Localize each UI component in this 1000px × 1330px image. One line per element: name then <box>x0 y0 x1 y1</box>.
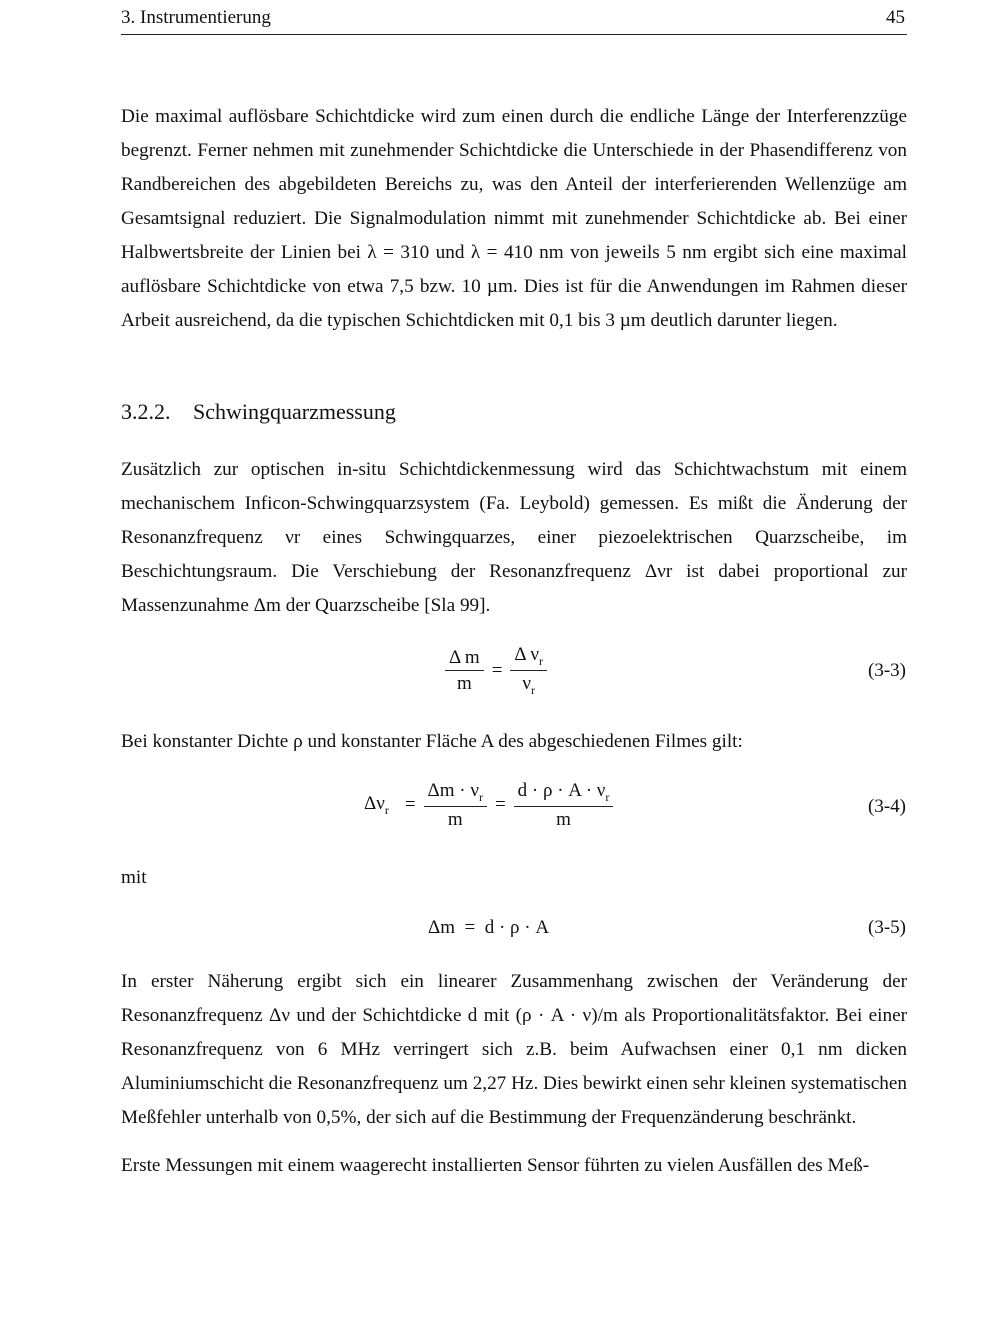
paragraph-quartz-intro: Zusätzlich zur optischen in-situ Schichtdickenmessung wird das Schichtwachstum mit einem mechanischem Inficon-Schwingquarzsystem (Fa. Leybold) gemessen. Es mißt die Änderung der Resonanzfrequenz νr eines Schwingquarzes, einer piezoelektrischen Quarzscheibe, im Beschichtungsraum. Die Verschiebung der Resonanzfrequenz Δνr ist dabei proportional zur Massenzunahme Δm der Quarzscheibe [Sla 99]. <box>121 459 907 616</box>
eq3-4-lhs <box>364 793 389 818</box>
equation-3-3 <box>445 644 547 698</box>
equation-3-4 <box>364 780 613 831</box>
paragraph-mit: mit <box>121 867 147 888</box>
eq3-4-f1-num-sub: r <box>478 789 483 804</box>
eq3-3-rhs-num-text: Δ ν <box>514 644 539 665</box>
eq3-4-lhs-text: Δν <box>364 793 385 814</box>
eq3-4-f1-numerator <box>424 780 487 807</box>
eq3-4-f2-numerator <box>514 780 614 807</box>
equation-number-3-4: (3-4) <box>868 796 906 817</box>
eq3-4-equals-2: = <box>494 794 506 816</box>
section-number: 3.2.2. <box>121 399 171 424</box>
eq3-4-lhs-sub: r <box>384 802 389 817</box>
paragraph-resolution: Die maximal auflösbare Schichtdicke wird zum einen durch die endliche Länge der Interferenzzüge begrenzt. Ferner nehmen mit zunehmender Schichtdicke die Unterschiede in der Phasendifferenz von Randbereichen des abgebildeten Bereichs zu, was den Anteil der interferierenden Wellenzüge am Gesamtsignal reduziert. Die Signalmodulation nimmt mit zunehmender Schichtdicke ab. Bei einer Halbwertsbreite der Linien bei λ = 310 und λ = 410 nm von jeweils 5 nm ergibt sich eine maximal auflösbare Schichtdicke von etwa 7,5 bzw. 10 µm. Dies ist für die Anwendungen im Rahmen dieser Arbeit ausreichend, da die typischen Schichtdicken mit 0,1 bis 3 µm deutlich darunter liegen. <box>121 106 907 331</box>
page-number: 45 <box>886 7 905 28</box>
eq3-4-f2-num-sub: r <box>605 789 610 804</box>
paragraph-density: Bei konstanter Dichte ρ und konstanter Fläche A des abgeschiedenen Filmes gilt: <box>121 731 743 752</box>
eq3-3-rhs-numerator <box>510 644 547 671</box>
eq3-4-f2-num-text: d · ρ · A · ν <box>517 780 606 801</box>
equation-number-3-3: (3-3) <box>868 660 906 681</box>
paragraph-first-measurements: Erste Messungen mit einem waagerecht installierten Sensor führten zu vielen Ausfällen des Meß- <box>121 1155 870 1176</box>
eq3-3-rhs-num-sub: r <box>538 653 543 668</box>
eq3-3-rhs-den-sub: r <box>530 682 535 697</box>
eq3-3-rhs-den-text: ν <box>522 672 531 694</box>
eq3-3-lhs-denominator: m <box>456 672 472 694</box>
equation-number-3-5: (3-5) <box>868 917 906 938</box>
section-title: Schwingquarzmessung <box>193 399 396 424</box>
eq3-4-equals: = <box>404 794 416 816</box>
section-heading <box>121 397 396 427</box>
eq3-3-lhs-fraction <box>445 647 484 695</box>
eq3-3-lhs-numerator: Δ m <box>445 647 484 671</box>
chapter-title: 3. Instrumentierung <box>121 7 271 28</box>
eq3-4-f1-denominator: m <box>447 808 463 830</box>
eq3-4-fraction-2 <box>514 780 614 831</box>
eq3-4-f2-denominator: m <box>556 808 571 830</box>
eq3-4-fraction-1 <box>424 780 487 831</box>
paragraph-linear-relation: In erster Näherung ergibt sich ein linearer Zusammenhang zwischen der Veränderung der Resonanzfrequenz Δν und der Schichtdicke d mit (ρ · A · ν)/m als Proportionalitätsfaktor. Bei einer Resonanzfrequenz von 6 MHz verringert sich z.B. beim Aufwachsen einer 0,1 nm dicken Aluminiumschicht die Resonanzfrequenz um 2,27 Hz. Dies bewirkt einen sehr kleinen systematischen Meßfehler unterhalb von 0,5%, der sich auf die Bestimmung der Frequenzänderung beschränkt. <box>121 971 907 1128</box>
equation-3-5: Δm = d · ρ · A <box>428 917 550 938</box>
eq3-3-equals: = <box>491 659 503 681</box>
eq3-3-rhs-denominator <box>510 671 547 698</box>
running-header <box>121 6 907 35</box>
eq3-3-rhs-fraction <box>510 644 547 698</box>
eq3-4-f1-num-text: Δm · ν <box>427 780 479 801</box>
